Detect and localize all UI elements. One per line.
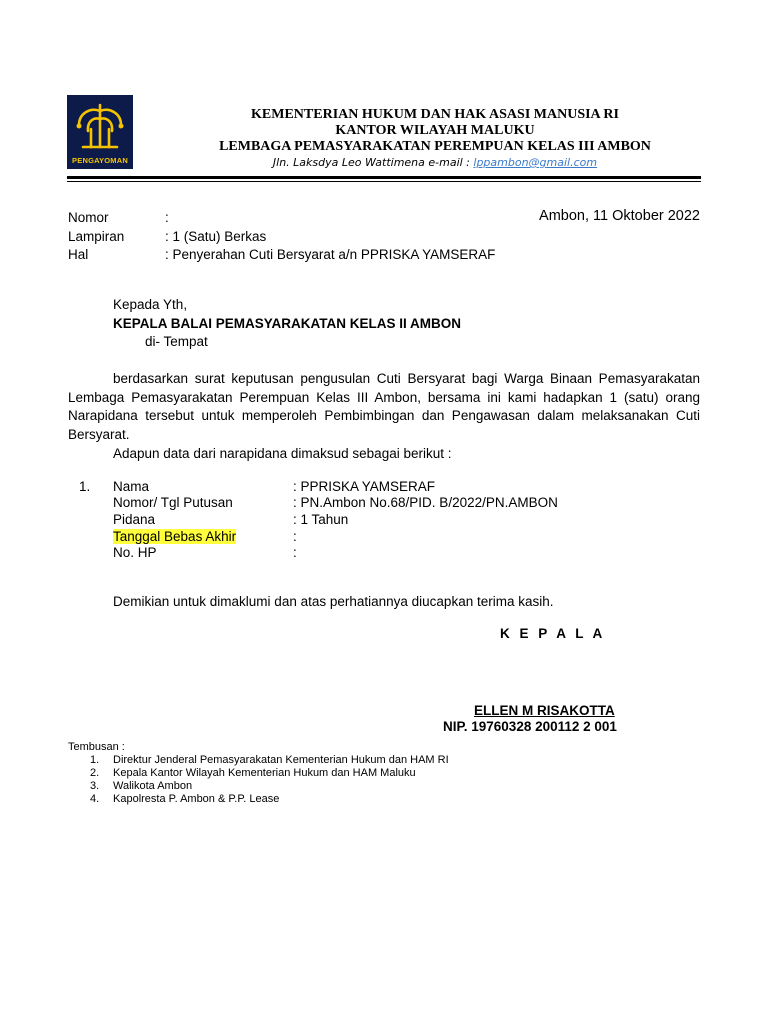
header-divider-thin [67,181,701,182]
data-value-bebas-akhir: : [293,529,297,544]
nomor-label: Nomor [68,210,109,225]
closing-sentence: Demikian untuk dimaklumi dan atas perhatiannya diucapkan terima kasih. [113,594,554,609]
hal-value: : Penyerahan Cuti Bersyarat a/n PPRISKA YAMSERAF [165,247,496,262]
tembusan-num-1: 1. [90,754,100,766]
logo-caption: PENGAYOMAN [72,156,128,165]
header-divider-thick [67,176,701,179]
body-intro: Adapun data dari narapidana dimaksud sebagai berikut : [113,446,452,461]
list-number: 1. [79,479,91,494]
tembusan-item-3: Walikota Ambon [113,780,193,792]
letterhead-office: KANTOR WILAYAH MALUKU [335,123,535,138]
address-text: Jln. Laksdya Leo Wattimena e-mail : [272,156,474,169]
letterhead-institution: LEMBAGA PEMASYARAKATAN PEREMPUAN KELAS III AMBON [219,139,651,154]
signature-title: K E P A L A [500,626,606,641]
data-label-nama: Nama [113,479,150,494]
data-label-pidana: Pidana [113,512,156,527]
hal-label: Hal [68,247,89,262]
body-paragraph: berdasarkan surat keputusan pengusulan Cuti Bersyarat bagi Warga Binaan Pemasyarakatan Lembaga Pemasyarakatan Perempuan Kelas III Ambon, bersama ini kami hadapkan 1 (satu) orang Narapidana tersebut untuk memperoleh Pembimbingan dan Pengawasan dalam melaksanakan Cuti Bersyarat. [68,371,700,442]
data-label-hp: No. HP [113,545,157,560]
pengayoman-logo [67,95,133,169]
tembusan-num-2: 2. [90,767,100,779]
lampiran-value: : 1 (Satu) Berkas [165,229,267,244]
data-label-putusan: Nomor/ Tgl Putusan [113,495,233,510]
data-value-hp: : [293,545,297,560]
signature-nip: NIP. 19760328 200112 2 001 [443,719,617,734]
tembusan-item-1: Direktur Jenderal Pemasyarakatan Kementerian Hukum dan HAM RI [113,754,449,766]
place-date: Ambon, 11 Oktober 2022 [539,208,700,224]
data-label-bebas-akhir [113,528,236,545]
letterhead-address [150,156,720,169]
recipient-greeting: Kepada Yth, [113,297,188,312]
recipient-name: KEPALA BALAI PEMASYARAKATAN KELAS II AMBON [113,316,462,331]
tembusan-num-4: 4. [90,793,100,805]
signature-name: ELLEN M RISAKOTTA [474,703,615,718]
recipient-place: di- Tempat [145,334,208,349]
tembusan-num-3: 3. [90,780,100,792]
letterhead-ministry: KEMENTERIAN HUKUM DAN HAK ASASI MANUSIA RI [251,107,619,122]
lampiran-label: Lampiran [68,229,125,244]
data-value-nama: : PPRISKA YAMSERAF [293,479,436,494]
highlighted-label: Tanggal Bebas Akhir [113,529,237,544]
nomor-value: : [165,210,169,225]
data-value-pidana: : 1 Tahun [293,512,349,527]
data-value-putusan: : PN.Ambon No.68/PID. B/2022/PN.AMBON [293,495,558,510]
email-link[interactable]: lppambon@gmail.com [473,156,598,169]
tembusan-label: Tembusan : [68,741,125,753]
tembusan-item-4: Kapolresta P. Ambon & P.P. Lease [113,793,280,805]
tembusan-item-2: Kepala Kantor Wilayah Kementerian Hukum dan HAM Maluku [113,767,416,779]
